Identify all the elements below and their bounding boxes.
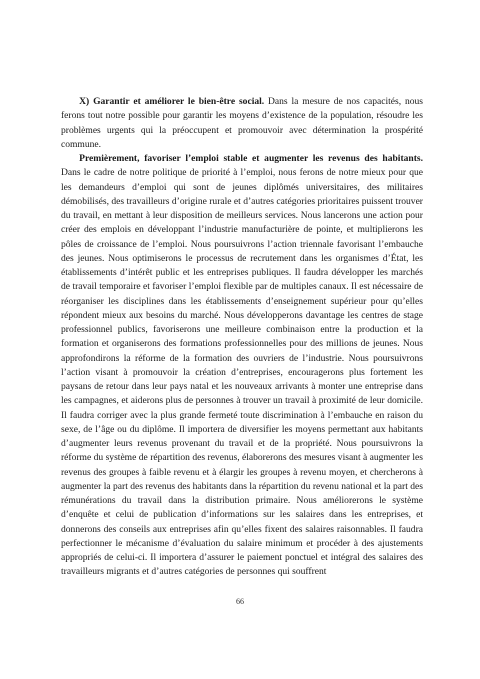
main-text	[61, 95, 423, 580]
section-body: Dans la mesure de nos capacités, nous ferons tout notre possible pour garantir les moyens d’existence de la population, résoudre les problèmes urgents qui la préoccupent et promouvoir avec détermination la prospérité commune.	[61, 96, 423, 150]
subsection-heading: Premièrement, favoriser l’emploi stable et augmenter les revenus des habitants.	[79, 153, 423, 164]
page-number: 66	[236, 597, 244, 606]
section-heading: X) Garantir et améliorer le bien-être social.	[79, 96, 265, 107]
subsection-paragraph	[61, 152, 423, 580]
section-paragraph	[61, 95, 423, 152]
subsection-body: Dans le cadre de notre politique de priorité à l’emploi, nous ferons de notre mieux pour que les demandeurs d’emploi qui sont de jeunes diplômés universitaires, des militaires démobilisés, des travailleurs d’origine rurale et d’autres catégories prioritaires puissent trouver du travail, en mettant à leur disposition de meilleurs services. Nous lancerons une action pour créer des emplois en développant l’industrie manufacturière de pointe, et multiplierons les pôles de croissance de l’emploi. Nous poursuivrons l’action triennale favorisant l’embauche des jeunes. Nous optimiserons le processus de recrutement dans les organismes d’État, les établissements d’intérêt public et les entreprises publiques. Il faudra développer les marchés de travail temporaire et favoriser l’emploi flexible par de multiples canaux. Il est nécessaire de réorganiser les disciplines dans les établissements d’enseignement supérieur pour qu’elles répondent mieux aux besoins du marché. Nous développerons davantage les centres de stage professionnel publics, favoriserons une meilleure combinaison entre la production et la formation et organiserons des formations professionnelles pour des millions de jeunes. Nous approfondirons la réforme de la formation des ouvriers de l’industrie. Nous poursuivrons l’action visant à promouvoir la création d’entreprises, encouragerons plus fortement les paysans de retour dans leur pays natal et les nouveaux arrivants à monter une entreprise dans les campagnes, et aiderons plus de personnes à trouver un travail à proximité de leur domicile. Il faudra corriger avec la plus grande fermeté toute discrimination à l’embauche en raison du sexe, de l’âge ou du diplôme. Il importera de diversifier les moyens permettant aux habitants d’augmenter leurs revenus provenant du travail et de la propriété. Nous poursuivrons la réforme du système de répartition des revenus, élaborerons des mesures visant à augmenter les revenus des groupes à faible revenu et à élargir les groupes à revenu moyen, et chercherons à augmenter la part des revenus des habitants dans la répartition du revenu national et la part des rémunérations du travail dans la distribution primaire. Nous améliorerons le système d’enquête et celui de publication d’informations sur les salaires dans les entreprises, et donnerons des conseils aux entreprises afin qu’elles fixent des salaires raisonnables. Il faudra perfectionner le mécanisme d’évaluation du salaire minimum et procéder à des ajustements appropriés de celui-ci. Il importera d’assurer le paiement ponctuel et intégral des salaires des travailleurs migrants et d’autres catégories de personnes qui souffrent	[61, 167, 423, 578]
